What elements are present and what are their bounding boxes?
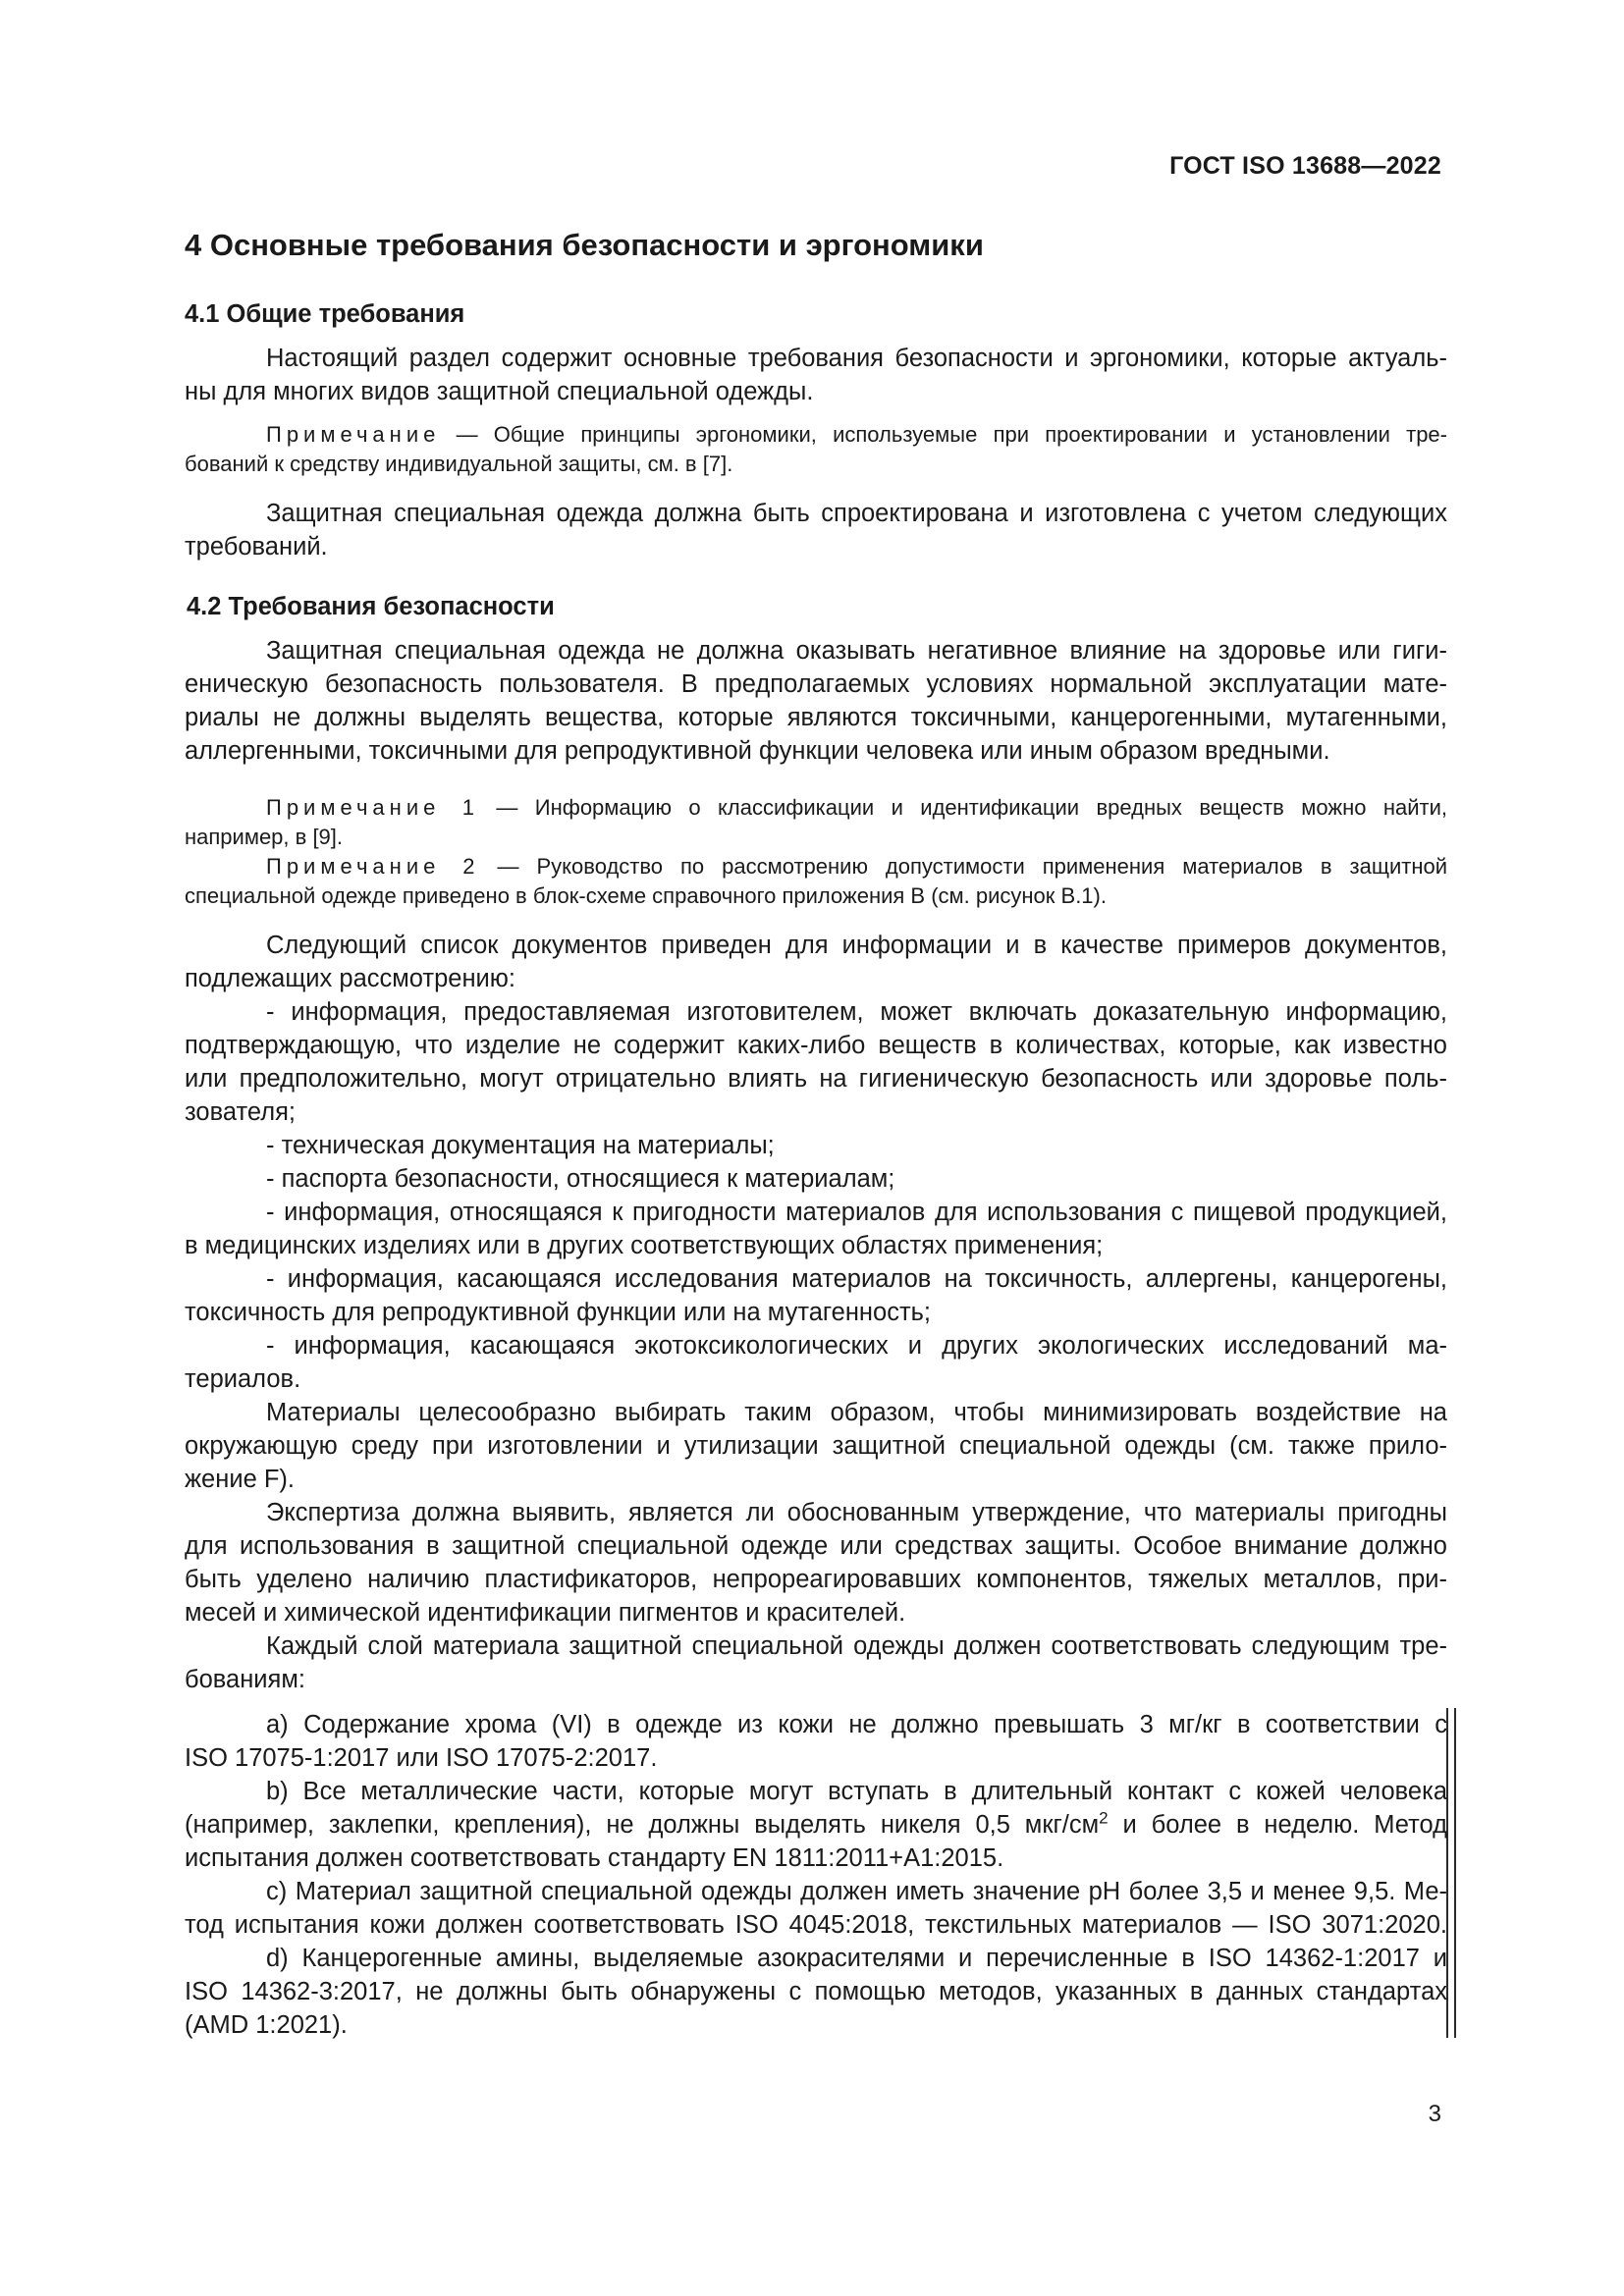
change-bar xyxy=(1446,1708,1456,2038)
note-4-2-1: Примечание 1 — Информацию о классификации и идентификации вредных веществ можно найти, например, в [9]. xyxy=(185,795,1447,849)
paragraph-expertise: Экспертиза должна выявить, является ли обоснованным утверждение, что материалы пригодны для использования в защитной специальной одежде или средствах защиты. Особое внимание должно быть уделено наличию пластификаторов, непрореагировавших компонентов, тяжелых металлов, при- месей и химической идентификации пигментов и красителей. xyxy=(185,1499,1447,1627)
requirement-c: c) Материал защитной специальной одежды должен иметь значение pH более 3,5 и менее 9,5. Ме- тод испытания кожи должен соответствовать ISO 4045:2018, текстильных материалов — ISO 3071:2020. xyxy=(185,1878,1447,1939)
note-4-2-2: Примечание 2 — Руководство по рассмотрению допустимости применения материалов в защитной специальной одежде приведено в блок-схеме справочного приложения В (см. рисунок В.1). xyxy=(185,854,1448,908)
subsection-title-4-1: 4.1 Общие требования xyxy=(185,300,465,328)
subsection-title-4-2: 4.2 Требования безопасности xyxy=(187,593,555,620)
list-item: - техническая документация на материалы; xyxy=(266,1132,775,1159)
paragraph-list-intro: Следующий список документов приведен для информации и в качестве примеров документов, подлежащих рассмотрению: xyxy=(185,932,1447,992)
document-body xyxy=(185,224,1447,2042)
paragraph-materials: Материалы целесообразно выбирать таким образом, чтобы минимизировать воздействие на окружающую среду при изготовлении и утилизации защитной специальной одежды (см. также прило- жение F). xyxy=(185,1399,1447,1493)
list-item: - паспорта безопасности, относящиеся к материалам; xyxy=(266,1165,895,1193)
list-item: - информация, касающаяся экотоксикологических и других экологических исследований ма- териалов. xyxy=(185,1332,1447,1393)
section-title: 4 Основные требования безопасности и эргономики xyxy=(185,228,984,262)
paragraph-4-2-intro: Защитная специальная одежда не должна оказывать негативное влияние на здоровье или гиги- еническую безопасность пользователя. В предполагаемых условиях нормальной эксплуатации мате- риалы не должны выделять вещества, которые являются токсичными, канцерогенными, мутагенными, аллергенными, токсичными для репродуктивной функции человека или иным образом вредными. xyxy=(185,637,1447,765)
requirement-a: a) Содержание хрома (VI) в одежде из кожи не должно превышать 3 мг/кг в соответствии с ISO 17075-1:2017 или ISO 17075-2:2017. xyxy=(185,1711,1447,1772)
list-item: - информация, относящаяся к пригодности материалов для использования с пищевой продукцией, в медицинских изделиях или в других соответствующих областях применения; xyxy=(185,1199,1447,1259)
list-item: - информация, касающаяся исследования материалов на токсичность, аллергены, канцерогены, токсичность для репродуктивной функции или на мутагенность; xyxy=(185,1265,1447,1326)
requirement-d: d) Канцерогенные амины, выделяемые азокрасителями и перечисленные в ISO 14362-1:2017 и ISO 14362-3:2017, не должны быть обнаружены с помощью методов, указанных в данных стандартах (AMD 1:2021). xyxy=(185,1945,1447,2039)
paragraph-4-1-intro: Настоящий раздел содержит основные требования безопасности и эргономики, которые актуаль- ны для многих видов защитной специальной одежды. xyxy=(185,345,1447,405)
list-item: - информация, предоставляемая изготовителем, может включать доказательную информацию, подтверждающую, что изделие не содержит каких-либо веществ в количествах, которые, как известно или предположительно, могут отрицательно влиять на гигиеническую безопасность или здоровье поль- зователя; xyxy=(185,998,1447,1126)
note-4-1: Примечание — Общие принципы эргономики, используемые при проектировании и установлении тре- бований к средству индивидуальной защиты, см. в [7]. xyxy=(185,422,1447,476)
document-header: ГОСТ ISO 13688—2022 xyxy=(1169,152,1441,180)
requirement-b: b) Все металлические части, которые могут вступать в длительный контакт с кожей человека (например, заклепки, крепления), не должны выделять никеля 0,5 мкг/$см^2$ и более в неделю. Метод испытания должен соответствовать стандарту EN 1811:2011+A1:2015. xyxy=(185,1778,1447,1872)
paragraph-4-1-design: Защитная специальная одежда должна быть спроектирована и изготовлена с учетом следующих требований. xyxy=(185,500,1447,561)
paragraph-layer: Каждый слой материала защитной специальной одежды должен соответствовать следующим тре- бованиям: xyxy=(185,1632,1447,1693)
page-number: 3 xyxy=(1428,2101,1441,2127)
